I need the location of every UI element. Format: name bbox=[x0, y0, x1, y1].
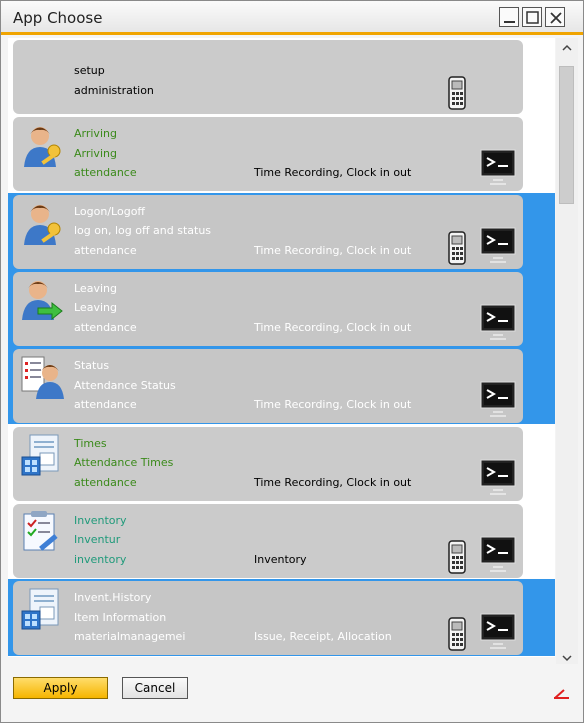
list-item[interactable] bbox=[8, 347, 555, 424]
app-card[interactable] bbox=[13, 272, 523, 346]
app-name: Arriving bbox=[74, 127, 117, 141]
mobile-phone-icon bbox=[448, 231, 466, 265]
minimize-icon bbox=[500, 8, 520, 28]
title-bar bbox=[1, 1, 583, 35]
app-card[interactable] bbox=[13, 195, 523, 269]
maximize-button[interactable] bbox=[522, 7, 542, 27]
app-tags: Inventory bbox=[254, 552, 307, 566]
app-module: attendance bbox=[74, 320, 137, 334]
terminal-icon bbox=[480, 613, 516, 653]
terminal-icon bbox=[480, 381, 516, 421]
app-tags: Time Recording, Clock in out bbox=[254, 166, 412, 180]
scroll-up-button[interactable] bbox=[556, 38, 578, 58]
app-name: setup bbox=[74, 64, 105, 77]
app-card[interactable] bbox=[13, 504, 523, 578]
app-module: inventory bbox=[74, 552, 127, 566]
app-module: materialmanagemei bbox=[74, 630, 186, 644]
app-name: Leaving bbox=[74, 281, 117, 295]
document-grid-icon bbox=[20, 587, 64, 631]
app-description: administration bbox=[74, 83, 154, 97]
app-tags: Time Recording, Clock in out bbox=[254, 320, 412, 334]
person-key-icon bbox=[20, 123, 64, 167]
chevron-up-icon bbox=[556, 38, 578, 58]
person-key-icon bbox=[20, 201, 64, 245]
app-tags: Time Recording, Clock in out bbox=[254, 398, 412, 412]
app-text-lines bbox=[74, 437, 173, 496]
mobile-phone-icon bbox=[448, 540, 466, 574]
app-module: attendance bbox=[74, 166, 137, 180]
app-card[interactable] bbox=[13, 427, 523, 501]
list-item[interactable] bbox=[8, 270, 555, 347]
cancel-button[interactable]: Cancel bbox=[122, 677, 188, 699]
scroll-thumb[interactable] bbox=[559, 66, 574, 204]
app-card[interactable] bbox=[13, 117, 523, 191]
terminal-icon bbox=[480, 304, 516, 344]
mobile-phone-icon bbox=[448, 76, 466, 110]
app-text-lines bbox=[74, 514, 127, 573]
app-name: Inventory bbox=[74, 513, 127, 527]
list-item[interactable] bbox=[8, 579, 555, 656]
app-text-lines bbox=[74, 127, 137, 186]
list-item[interactable] bbox=[8, 425, 555, 502]
list-item[interactable] bbox=[8, 193, 555, 270]
app-card[interactable] bbox=[13, 349, 523, 423]
list-item[interactable] bbox=[8, 502, 555, 579]
app-text-lines bbox=[74, 205, 211, 264]
mobile-phone-icon bbox=[448, 617, 466, 651]
app-list[interactable] bbox=[8, 38, 555, 657]
apply-button[interactable]: Apply bbox=[13, 677, 108, 699]
app-name: Invent.History bbox=[74, 591, 152, 605]
person-exit-arrow-icon bbox=[20, 278, 64, 322]
app-text-lines bbox=[74, 64, 154, 103]
terminal-icon bbox=[480, 536, 516, 576]
app-description: Item Information bbox=[74, 610, 167, 624]
app-name: Logon/Logoff bbox=[74, 204, 146, 218]
app-module: attendance bbox=[74, 243, 137, 257]
app-tags: Issue, Receipt, Allocation bbox=[254, 630, 392, 644]
minimize-button[interactable] bbox=[499, 7, 519, 27]
list-item[interactable] bbox=[8, 115, 555, 192]
resize-grip-icon[interactable] bbox=[552, 686, 572, 700]
checklist-pencil-icon bbox=[20, 510, 64, 554]
app-name: Times bbox=[74, 436, 107, 450]
footer bbox=[1, 664, 583, 722]
app-tags: Time Recording, Clock in out bbox=[254, 475, 412, 489]
close-button[interactable] bbox=[545, 7, 565, 27]
app-card[interactable] bbox=[13, 40, 523, 114]
app-description: log on, log off and status bbox=[74, 224, 212, 238]
app-description: Leaving bbox=[74, 301, 117, 315]
window-title: App Choose bbox=[13, 9, 103, 27]
maximize-icon bbox=[523, 8, 543, 28]
terminal-icon bbox=[480, 459, 516, 499]
app-card[interactable] bbox=[13, 581, 523, 655]
document-grid-icon bbox=[20, 433, 64, 477]
close-icon bbox=[546, 8, 566, 28]
app-description: Arriving bbox=[74, 146, 117, 160]
vertical-scrollbar[interactable] bbox=[556, 38, 578, 664]
app-description: Inventur bbox=[74, 533, 121, 547]
person-list-icon bbox=[20, 355, 64, 399]
app-module: attendance bbox=[74, 398, 137, 412]
terminal-icon bbox=[480, 149, 516, 189]
app-text-lines bbox=[74, 282, 137, 341]
app-tags: Time Recording, Clock in out bbox=[254, 243, 412, 257]
app-text-lines bbox=[74, 359, 176, 418]
app-text-lines bbox=[74, 591, 185, 650]
app-name: Status bbox=[74, 359, 110, 373]
list-item[interactable] bbox=[8, 38, 555, 115]
app-description: Attendance Times bbox=[74, 456, 174, 469]
app-module: attendance bbox=[74, 475, 137, 489]
app-description: Attendance Status bbox=[74, 378, 176, 392]
terminal-icon bbox=[480, 227, 516, 267]
